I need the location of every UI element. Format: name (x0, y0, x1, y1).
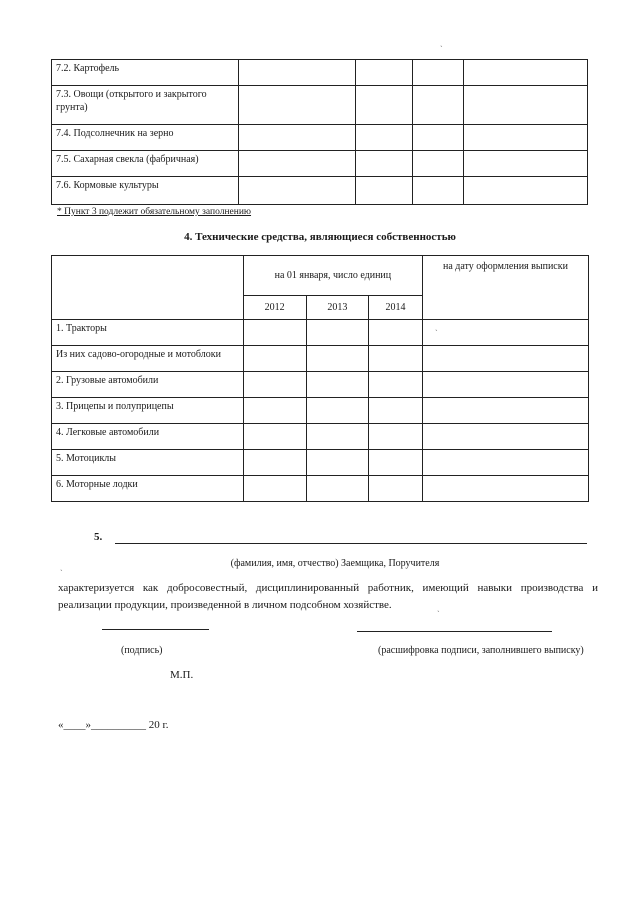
row-label: Из них садово-огородные и мотоблоки (52, 346, 244, 372)
table-cell (464, 177, 588, 205)
table-cell (306, 346, 369, 372)
table-cell (422, 476, 588, 502)
table-cell (422, 372, 588, 398)
table-cell (243, 372, 306, 398)
footnote: * Пункт 3 подлежит обязательному заполнению (57, 207, 252, 217)
signature-caption: (подпись) (121, 645, 163, 656)
table-cell (369, 320, 423, 346)
table-cell (243, 346, 306, 372)
scan-speck: ˎ (60, 562, 63, 571)
table-row (52, 177, 588, 205)
table-cell (369, 424, 423, 450)
table-cell (412, 177, 463, 205)
table-row (52, 372, 589, 398)
table-row (52, 476, 589, 502)
table-cell (369, 450, 423, 476)
table-row (52, 450, 589, 476)
table-cell (422, 450, 588, 476)
table-cell (355, 60, 412, 86)
scan-speck: ˎ (437, 603, 440, 612)
table-cell (239, 177, 355, 205)
table-cell (422, 398, 588, 424)
date-line: «____»__________ 20 г. (58, 719, 169, 731)
table-cell (239, 151, 355, 177)
year-2012: 2012 (243, 296, 306, 320)
signature-line (102, 629, 209, 630)
section-4-title: 4. Технические средства, являющиеся собственностью (184, 231, 456, 243)
table-cell (412, 151, 463, 177)
table-cell (412, 125, 463, 151)
table-row (52, 60, 588, 86)
row-label: 7.6. Кормовые культуры (52, 177, 239, 205)
section-5-number: 5. (94, 531, 103, 543)
table-cell (422, 424, 588, 450)
table-cell (306, 320, 369, 346)
scan-speck: ˎ (435, 322, 438, 331)
row-label: 7.5. Сахарная свекла (фабричная) (52, 151, 239, 177)
table-row (52, 320, 589, 346)
table-cell (464, 60, 588, 86)
table-row (52, 125, 588, 151)
row-label: 1. Тракторы (52, 320, 244, 346)
table-cell (243, 320, 306, 346)
table-cell (369, 398, 423, 424)
crops-table (51, 59, 588, 205)
table-cell (306, 424, 369, 450)
row-label: 7.4. Подсолнечник на зерно (52, 125, 239, 151)
row-label: 7.3. Овощи (открытого и закрытого грунта) (52, 86, 239, 125)
table-cell (355, 86, 412, 125)
table-row (52, 424, 589, 450)
header-row (52, 256, 589, 296)
table-cell (412, 60, 463, 86)
row-label: 2. Грузовые автомобили (52, 372, 244, 398)
table-row (52, 398, 589, 424)
table-cell (422, 320, 588, 346)
table-cell (464, 125, 588, 151)
table-row (52, 151, 588, 177)
table-cell (464, 86, 588, 125)
table-row (52, 86, 588, 125)
header-blank-cell (52, 256, 244, 320)
table-cell (243, 424, 306, 450)
tech-equipment-table (51, 255, 589, 502)
table-cell (422, 346, 588, 372)
table-cell (355, 125, 412, 151)
signature-decode-caption: (расшифровка подписи, заполнившего выписку) (378, 645, 584, 656)
row-label: 7.2. Картофель (52, 60, 239, 86)
name-fill-line (115, 543, 587, 544)
name-caption: (фамилия, имя, отчество) Заемщика, Поручителя (230, 558, 440, 569)
signature-decode-line (357, 631, 552, 632)
table-cell (306, 372, 369, 398)
year-2014: 2014 (369, 296, 423, 320)
characteristic-paragraph: характеризуется как добросовестный, дисциплинированный работник, имеющий навыки производства и реализации продукции, произведенной в личном подсобном хозяйстве. (58, 582, 598, 611)
table-row (52, 346, 589, 372)
table-cell (239, 86, 355, 125)
table-cell (306, 398, 369, 424)
table-cell (369, 346, 423, 372)
year-2013: 2013 (306, 296, 369, 320)
header-jan: на 01 января, число единиц (243, 256, 422, 296)
table-cell (239, 60, 355, 86)
row-label: 6. Моторные лодки (52, 476, 244, 502)
scan-speck: ˎ (440, 38, 443, 47)
stamp-place: М.П. (170, 669, 194, 681)
table-cell (355, 177, 412, 205)
table-cell (369, 372, 423, 398)
table-cell (369, 476, 423, 502)
row-label: 5. Мотоциклы (52, 450, 244, 476)
table-cell (306, 476, 369, 502)
table-cell (464, 151, 588, 177)
row-label: 3. Прицепы и полуприцепы (52, 398, 244, 424)
table-cell (243, 450, 306, 476)
table-cell (412, 86, 463, 125)
table-cell (355, 151, 412, 177)
table-cell (243, 476, 306, 502)
row-label: 4. Легковые автомобили (52, 424, 244, 450)
table-cell (306, 450, 369, 476)
header-date: на дату оформления выписки (422, 256, 588, 320)
table-cell (243, 398, 306, 424)
table-cell (239, 125, 355, 151)
